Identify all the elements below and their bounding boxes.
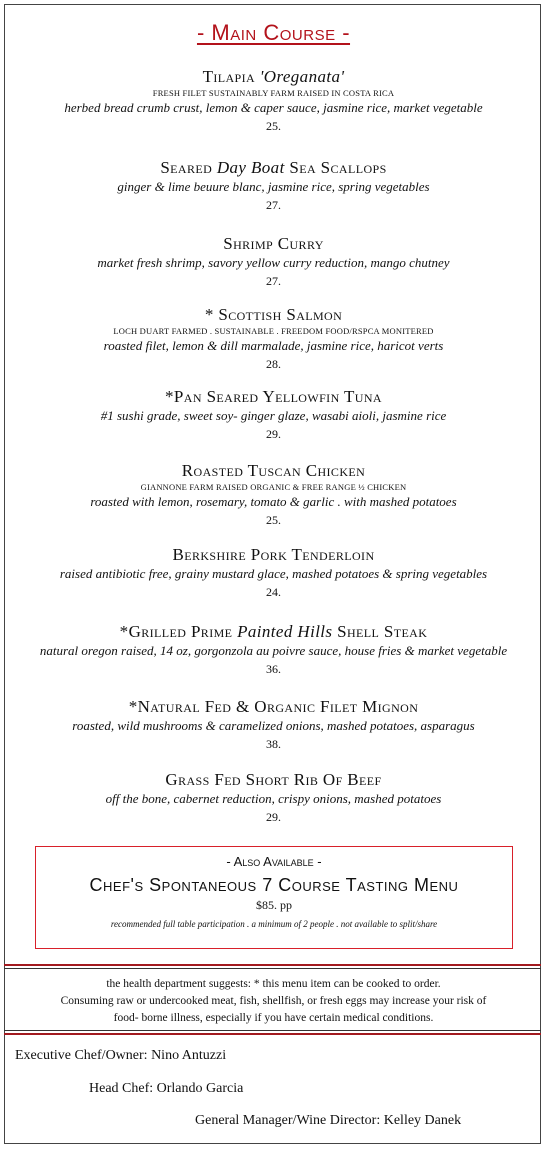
item-description: roasted filet, lemon & dill marmalade, jasmine rice, haricot verts (103, 338, 444, 353)
item-subtitle: LOCH DUART FARMED . SUSTAINABLE . FREEDOM FOOD/RSPCA MONITERED (113, 326, 434, 336)
menu-item (0, 545, 547, 601)
health-notice-line: the health department suggests: * this menu item can be cooked to order. (106, 978, 441, 990)
menu-item (0, 622, 547, 678)
health-notice (0, 976, 547, 1027)
tasting-menu-price: $85. pp (256, 898, 292, 912)
menu-item (0, 234, 547, 290)
menu-item (0, 770, 547, 826)
item-price: 27. (266, 274, 281, 288)
menu-item (0, 461, 547, 529)
item-description: market fresh shrimp, savory yellow curry reduction, mango chutney (97, 255, 450, 270)
also-available-label: - Also Available - (226, 854, 322, 869)
item-price: 29. (266, 810, 281, 824)
general-manager: General Manager/Wine Director: Kelley Danek (195, 1113, 462, 1128)
health-notice-line: food- borne illness, especially if you have certain medical conditions. (113, 1012, 434, 1024)
item-name: *Natural Fed & Organic Filet Mignon (128, 697, 419, 716)
item-description: raised antibiotic free, grainy mustard glace, mashed potatoes & spring vegetables (59, 566, 488, 581)
menu-item (0, 387, 547, 443)
menu-item (0, 697, 547, 753)
item-price: 25. (266, 513, 281, 527)
item-description: herbed bread crumb crust, lemon & caper sauce, jasmine rice, market vegetable (64, 100, 483, 115)
item-name: Roasted Tuscan Chicken (181, 461, 366, 480)
item-price: 28. (266, 357, 281, 371)
item-subtitle: GIANNONE FARM RAISED ORGANIC & FREE RANGE ½ CHICKEN (140, 482, 407, 492)
item-description: roasted with lemon, rosemary, tomato & garlic . with mashed potatoes (90, 494, 457, 509)
item-name: Tilapia 'Oreganata' (202, 67, 345, 86)
item-name: Berkshire Pork Tenderloin (172, 545, 375, 564)
item-price: 29. (266, 427, 281, 441)
head-chef: Head Chef: Orlando Garcia (89, 1081, 244, 1096)
also-available-box (35, 846, 513, 949)
item-price: 38. (266, 737, 281, 751)
item-description: #1 sushi grade, sweet soy- ginger glaze, wasabi aioli, jasmine rice (100, 408, 447, 423)
item-description: roasted, wild mushrooms & caramelized onions, mashed potatoes, asparagus (72, 718, 475, 733)
menu-item (0, 67, 547, 135)
item-price: 24. (266, 585, 281, 599)
health-notice-line: Consuming raw or undercooked meat, fish, shellfish, or fresh eggs may increase your risk of (60, 995, 487, 1007)
tasting-menu-note: recommended full table participation . a minimum of 2 people . not available to split/share (110, 919, 438, 929)
item-description: ginger & lime beuure blanc, jasmine rice, spring vegetables (117, 179, 430, 194)
item-price: 36. (266, 662, 281, 676)
tasting-menu-title: Chef's Spontaneous 7 Course Tasting Menu (89, 875, 459, 895)
section-title: - Main Course - (196, 20, 351, 45)
item-subtitle: FRESH FILET SUSTAINABLY FARM RAISED IN COSTA RICA (152, 88, 395, 98)
item-name: Seared Day Boat Sea Scallops (160, 158, 387, 177)
item-name: *Pan Seared Yellowfin Tuna (165, 387, 382, 406)
item-name: Shrimp Curry (223, 234, 324, 253)
item-price: 27. (266, 198, 281, 212)
divider (4, 1030, 541, 1031)
item-description: natural oregon raised, 14 oz, gorgonzola au poivre sauce, house fries & market vegetable (39, 643, 508, 658)
divider (4, 968, 541, 969)
divider (4, 1033, 541, 1035)
item-description: off the bone, cabernet reduction, crispy onions, mashed potatoes (105, 791, 442, 806)
menu-item (0, 305, 547, 373)
item-name: Grass Fed Short Rib Of Beef (165, 770, 382, 789)
executive-chef: Executive Chef/Owner: Nino Antuzzi (15, 1048, 227, 1063)
item-name: *Grilled Prime Painted Hills Shell Steak (119, 622, 428, 641)
menu-item (0, 158, 547, 214)
item-price: 25. (266, 119, 281, 133)
divider (4, 964, 541, 966)
item-name: * Scottish Salmon (204, 305, 343, 324)
